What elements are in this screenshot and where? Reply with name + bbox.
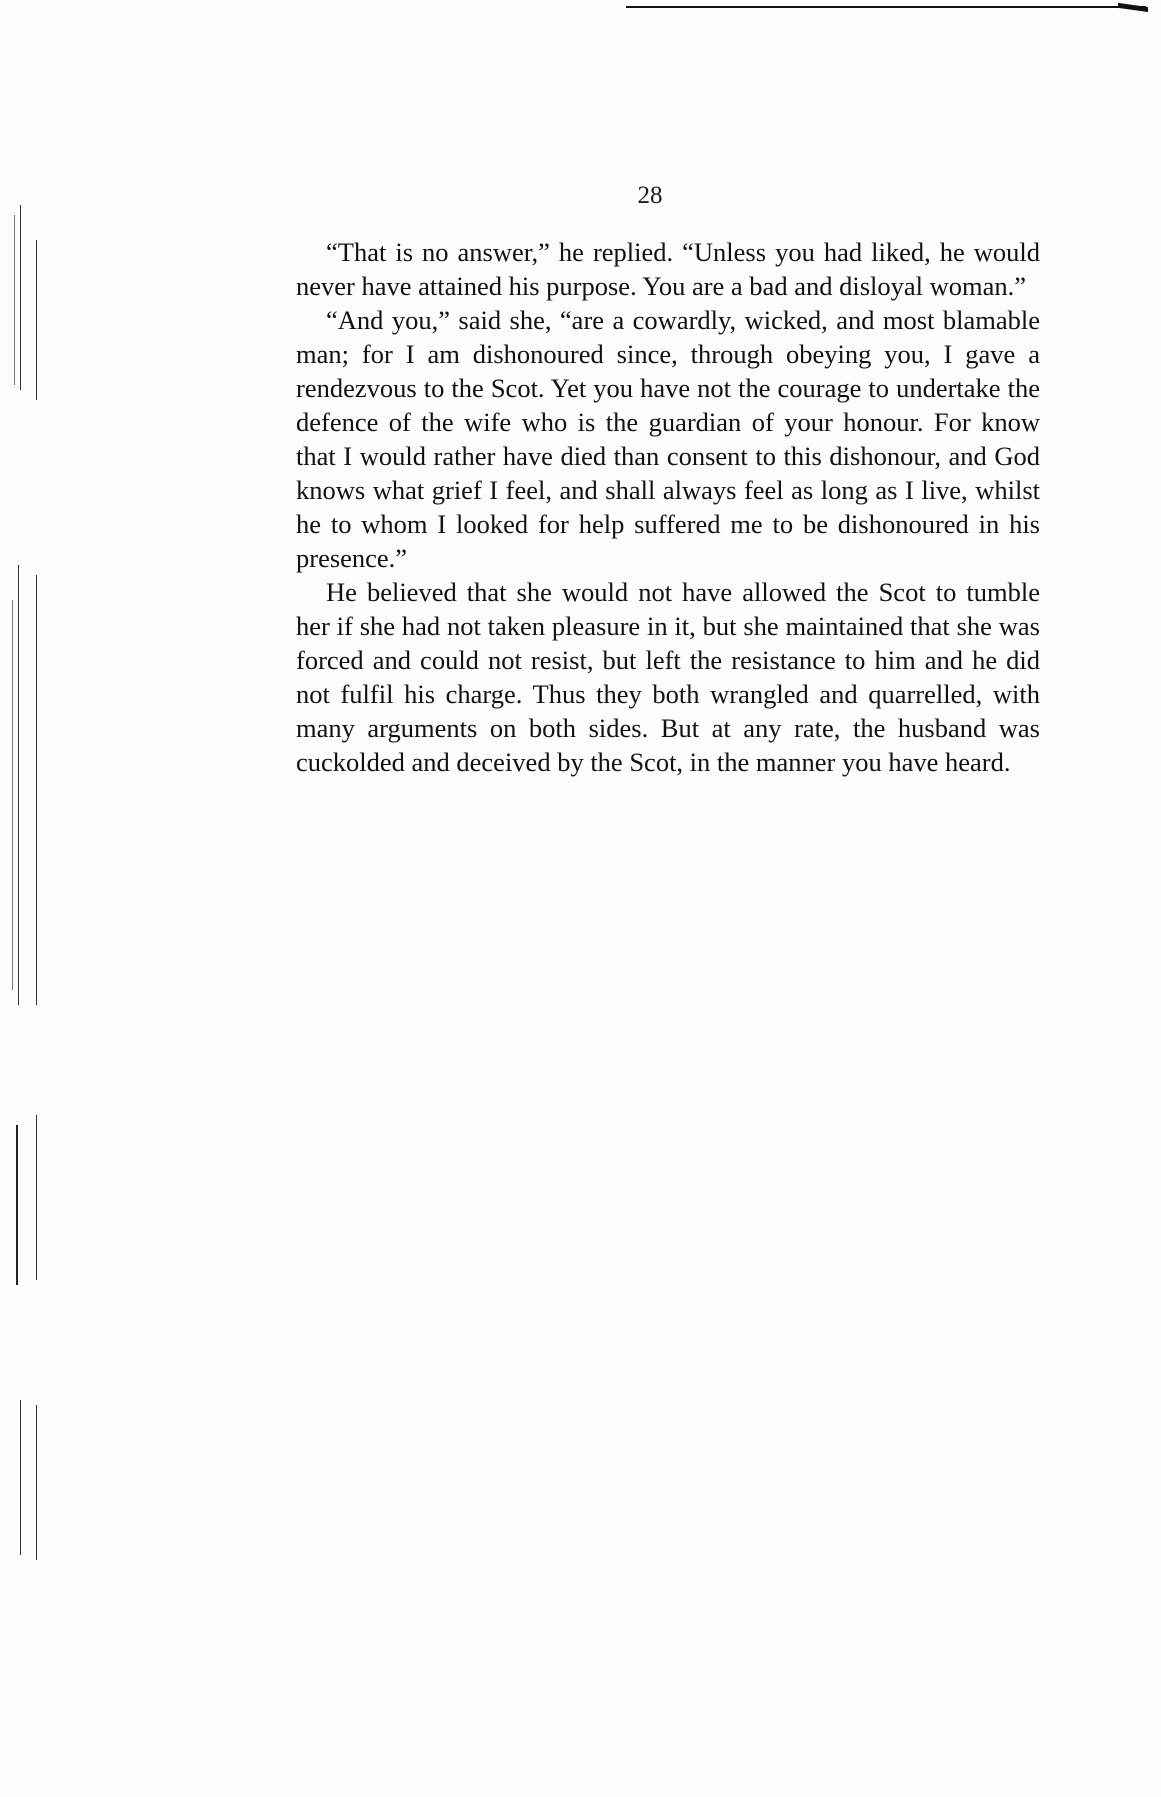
scan-edge-line bbox=[36, 1115, 37, 1280]
scan-top-rule bbox=[626, 6, 1146, 8]
paragraph: He believed that she would not have allowed the Scot to tumble her if she had not taken pleasure in it, but she maintained that she was forced and could not resist, but left the resistance to him and he did not fulfil his charge. Thus they both wrangled and quarrelled, with many arguments on both sides. But at any rate, the husband was cuckolded and deceived by the Scot, in the manner you have heard. bbox=[296, 577, 1040, 777]
scan-edge-line bbox=[36, 240, 37, 400]
scan-edge-line bbox=[36, 575, 37, 1005]
scan-edge-line bbox=[36, 1405, 37, 1560]
scan-edge-line bbox=[12, 600, 13, 990]
scan-top-rule-end bbox=[1118, 3, 1148, 12]
scan-edge-line bbox=[14, 215, 15, 385]
paragraph: “That is no answer,” he replied. “Unless you had liked, he would never have attained his purpose. You are a bad and disloyal woman.” bbox=[296, 237, 1040, 301]
scan-edge-line bbox=[20, 1400, 21, 1555]
scan-edge-line bbox=[20, 205, 21, 390]
page-number: 28 bbox=[637, 182, 663, 209]
body-text bbox=[296, 235, 1040, 779]
paragraph: “And you,” said she, “are a cowardly, wicked, and most blamable man; for I am dishonoured since, through obeying you, I gave a rendezvous to the Scot. Yet you have not the courage to undertake the defence of the wife who is the guardian of your honour. For know that I would rather have died than consent to this dishonour, and God knows what grief I feel, and shall always feel as long as I live, whilst he to whom I looked for help suffered me to be dishonoured in his presence.” bbox=[296, 305, 1040, 573]
scan-edge-line bbox=[16, 1125, 18, 1285]
scan-edge-line bbox=[18, 565, 19, 1005]
